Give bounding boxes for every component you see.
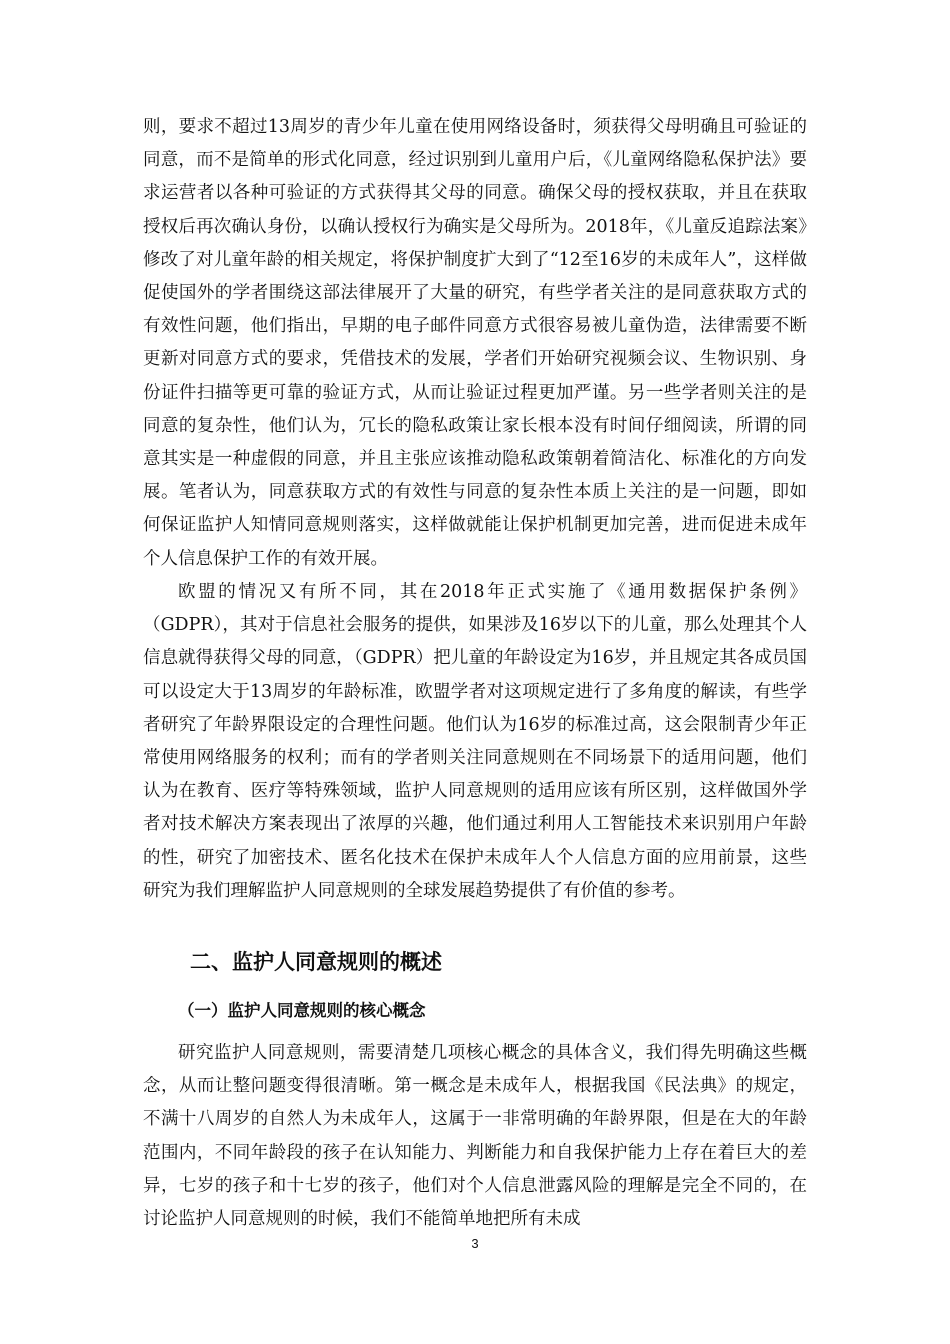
paragraph-eu-gdpr-research: 欧盟的情况又有所不同，其在2018年正式实施了《通用数据保护条例》（GDPR），其对于信息社会服务的提供，如果涉及16岁以下的儿童，那么处理其个人信息就得获得父母的同意，（GDPR）把儿童的年龄设定为16岁，并且规定其各成员国可以设定大于13周岁的年龄标准，欧盟学者对这项规定进行了多角度的解读，有些学者研究了年龄界限设定的合理性问题。他们认为16岁的标准过高，这会限制青少年正常使用网络服务的权利；而有的学者则关注同意规则在不同场景下的适用问题，他们认为在教育、医疗等特殊领域，监护人同意规则的适用应该有所区别，这样做国外学者对技术解决方案表现出了浓厚的兴趣，他们通过利用人工智能技术来识别用户年龄的性，研究了加密技术、匿名化技术在保护未成年人个人信息方面的应用前景，这些研究为我们理解监护人同意规则的全球发展趋势提供了有价值的参考。	[143, 582, 807, 901]
page-number: 3	[471, 1236, 479, 1251]
paragraph-core-concepts: 研究监护人同意规则，需要清楚几项核心概念的具体含义，我们得先明确这些概念，从而让整问题变得很清晰。第一概念是未成年人，根据我国《民法典》的规定，不满十八周岁的自然人为未成年人，这属于一非常明确的年龄界限，但是在大的年龄范围内，不同年龄段的孩子在认知能力、判断能力和自我保护能力上存在着巨大的差异，七岁的孩子和十七岁的孩子，他们对个人信息泄露风险的理解是完全不同的，在讨论监护人同意规则的时候，我们不能简单地把所有未成	[143, 1043, 807, 1230]
subsection-heading: （一）监护人同意规则的核心概念	[178, 1001, 426, 1020]
section-heading: 二、监护人同意规则的概述	[190, 950, 442, 974]
paragraph-us-law-research: 则，要求不超过13周岁的青少年儿童在使用网络设备时，须获得父母明确且可验证的同意，而不是简单的形式化同意，经过识别到儿童用户后，《儿童网络隐私保护法》要求运营者以各种可验证的方式获得其父母的同意。确保父母的授权获取，并且在获取授权后再次确认身份，以确认授权行为确实是父母所为。2018年，《儿童反追踪法案》修改了对儿童年龄的相关规定，将保护制度扩大到了“12至16岁的未成年人”，这样做促使国外的学者围绕这部法律展开了大量的研究，有些学者关注的是同意获取方式的有效性问题，他们指出，早期的电子邮件同意方式很容易被儿童伪造，法律需要不断更新对同意方式的要求，凭借技术的发展，学者们开始研究视频会议、生物识别、身份证件扫描等更可靠的验证方式，从而让验证过程更加严谨。另一些学者则关注的是同意的复杂性，他们认为，冗长的隐私政策让家长根本没有时间仔细阅读，所谓的同意其实是一种虚假的同意，并且主张应该推动隐私政策朝着简洁化、标准化的方向发展。笔者认为，同意获取方式的有效性与同意的复杂性本质上关注的是一问题，即如何保证监护人知情同意规则落实，这样做就能让保护机制更加完善，进而促进未成年个人信息保护工作的有效开展。	[143, 117, 807, 569]
